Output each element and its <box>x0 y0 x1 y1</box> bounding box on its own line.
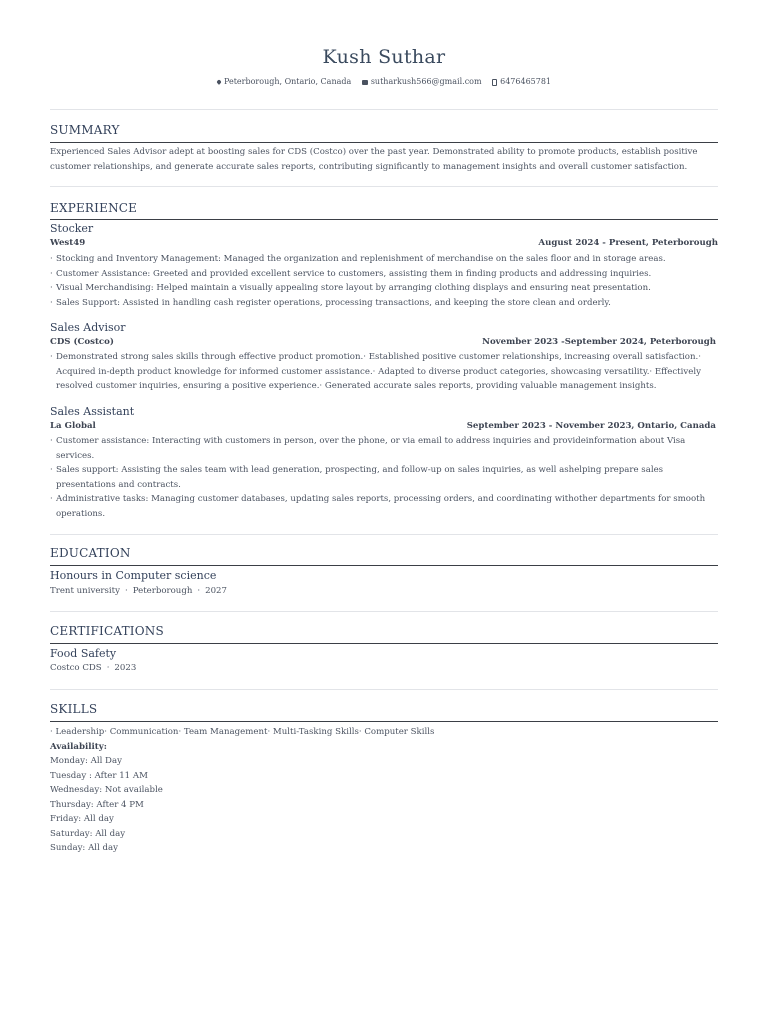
contact-phone[interactable] <box>492 77 551 86</box>
phone-icon <box>492 79 497 86</box>
contact-location <box>217 77 351 86</box>
section-rule <box>50 565 718 566</box>
graduation-year: 2027 <box>205 586 227 596</box>
school-city: Peterborough <box>132 586 193 596</box>
contact-email[interactable] <box>362 77 482 86</box>
section-rule <box>50 721 718 722</box>
divider <box>50 689 718 690</box>
availability-day: Friday: All day <box>50 814 114 824</box>
skills-list: · Leadership· Communication· Team Management· Multi-Tasking Skills· Computer Skills <box>50 727 435 737</box>
list-item: · Sales Support: Assisted in handling cash register operations, processing transactions, and keeping the store clean and orderly. <box>50 296 718 311</box>
availability-day: Thursday: After 4 PM <box>50 799 144 810</box>
list-item: · Customer Assistance: Greeted and provided excellent service to customers, assisting them in finding products and addressing inquiries. <box>50 267 718 282</box>
job-title: Sales Assistant <box>50 405 135 418</box>
divider <box>50 534 718 535</box>
phone-text[interactable]: 6476465781 <box>500 77 552 86</box>
contact-line <box>0 77 768 86</box>
certification-name: Food Safety <box>50 647 117 660</box>
section-rule <box>50 142 718 143</box>
list-item: · Sales support: Assisting the sales team with lead generation, prospecting, and follow-up on sales inquiries, as well ashelping prepare sales presentations and contracts. <box>50 463 718 492</box>
job-title: Stocker <box>50 222 94 235</box>
job-company: CDS (Costco) <box>50 337 114 347</box>
availability-day: Tuesday : After 11 AM <box>50 770 148 781</box>
education-heading: EDUCATION <box>50 546 131 560</box>
certification-issuer: Costco CDS <box>50 663 102 673</box>
section-rule <box>50 643 718 644</box>
school-name: Trent university <box>50 586 120 596</box>
location-pin-icon <box>216 79 222 85</box>
list-item: · Customer assistance: Interacting with customers in person, over the phone, or via email to address inquiries and provideinformation about Visa services. <box>50 434 718 463</box>
email-icon <box>362 80 368 85</box>
education-details: Trent university · Peterborough · 2027 <box>50 586 227 596</box>
availability-day: Saturday: All day <box>50 828 126 839</box>
location-text: Peterborough, Ontario, Canada <box>223 77 352 86</box>
certifications-heading: CERTIFICATIONS <box>50 624 164 638</box>
job-bullets <box>50 350 714 394</box>
job-title: Sales Advisor <box>50 321 126 334</box>
list-item: · Stocking and Inventory Management: Managed the organization and replenishment of merchandise on the sales floor and in storage areas. <box>50 252 718 267</box>
skills-heading: SKILLS <box>50 702 98 716</box>
divider <box>50 611 718 612</box>
section-rule <box>50 219 718 220</box>
job-dates: September 2023 - November 2023, Ontario, Canada <box>466 421 716 431</box>
divider <box>50 186 718 187</box>
job-bullets <box>50 252 718 310</box>
availability-day: Monday: All Day <box>50 756 122 766</box>
experience-heading: EXPERIENCE <box>50 201 138 215</box>
divider <box>50 109 718 110</box>
list-item: · Visual Merchandising: Helped maintain a visually appealing store layout by arranging clothing displays and ensuring neat presentation. <box>50 281 718 296</box>
job-company: La Global <box>50 421 96 431</box>
certification-details: Costco CDS · 2023 <box>50 663 137 673</box>
job-bullets <box>50 434 718 521</box>
list-item: · Demonstrated strong sales skills through effective product promotion.· Established positive customer relationships, increasing overall satisfaction.· Acquired in-depth product knowledge for informed customer assistance.· Adapted to diverse product categories, showcasing versatility.· Effectively resolved customer inquiries, ensuring a positive experience.· Generated accurate sales reports, providing valuable management insights. <box>50 350 714 394</box>
summary-heading: SUMMARY <box>50 123 120 137</box>
availability-day: Wednesday: Not available <box>50 785 163 795</box>
email-text[interactable]: sutharkush566@gmail.com <box>370 77 482 86</box>
certification-year: 2023 <box>114 663 137 673</box>
availability-label: Availability: <box>50 741 107 752</box>
job-company: West49 <box>50 238 86 248</box>
skills-block <box>50 725 718 856</box>
job-dates: November 2023 -September 2024, Peterborough <box>482 337 716 347</box>
degree-title: Honours in Computer science <box>50 569 217 582</box>
summary-text: Experienced Sales Advisor adept at boosting sales for CDS (Costco) over the past year. Demonstrated ability to promote products, establish positive customer relationships, and generate accurate sales reports, contributing significantly to management insights and overall customer satisfaction. <box>50 147 698 172</box>
candidate-name: Kush Suthar <box>322 46 446 68</box>
availability-day: Sunday: All day <box>50 843 118 853</box>
job-dates: August 2024 - Present, Peterborough <box>538 238 718 248</box>
list-item: · Administrative tasks: Managing customer databases, updating sales reports, processing orders, and coordinating withother departments for smooth operations. <box>50 492 718 521</box>
